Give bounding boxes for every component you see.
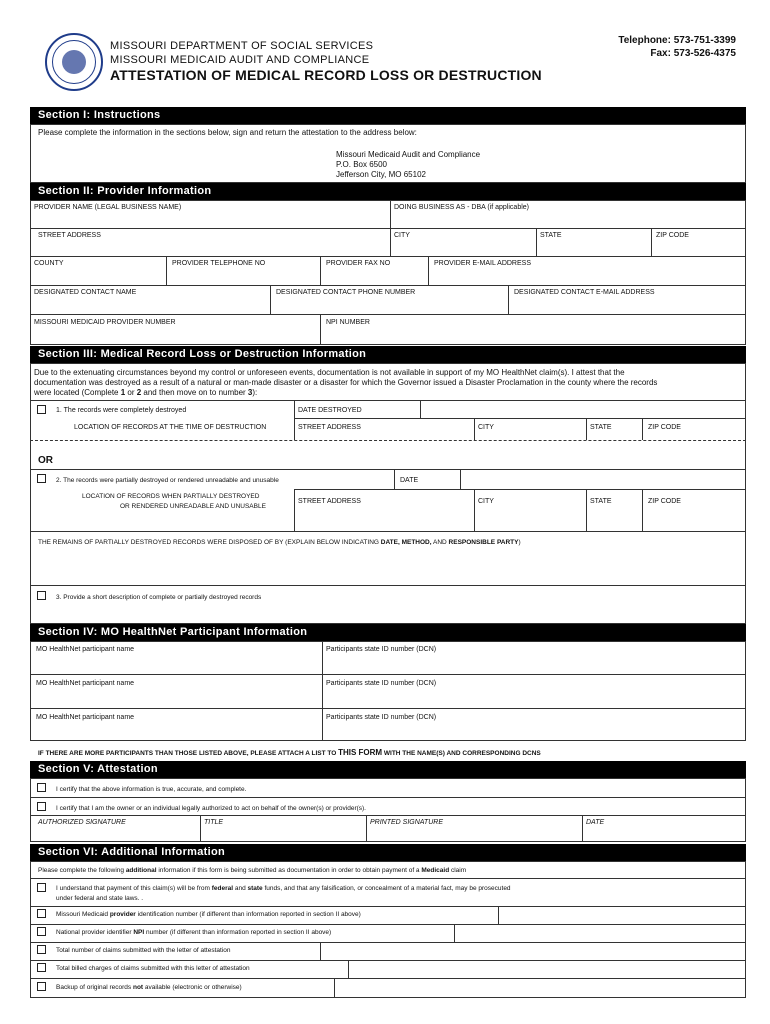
location1-label: LOCATION OF RECORDS AT THE TIME OF DESTRUCTION — [74, 424, 267, 431]
understand-label-line2: under federal and state laws. . — [56, 895, 144, 902]
dba-field[interactable]: DOING BUSINESS AS - DBA (if applicable) — [394, 204, 529, 211]
total-charges-label: Total billed charges of claims submitted with this letter of attestation — [56, 965, 250, 972]
city-field[interactable]: CITY — [394, 232, 410, 239]
address-line1: Missouri Medicaid Audit and Compliance — [336, 150, 481, 159]
total-charges-checkbox[interactable] — [37, 963, 46, 972]
npi-checkbox[interactable] — [37, 927, 46, 936]
section5-heading: Section V: Attestation — [30, 761, 746, 778]
section4-heading: Section IV: MO HealthNet Participant Information — [30, 624, 746, 641]
participant-name-field-3[interactable]: MO HealthNet participant name — [36, 714, 135, 721]
form-title: ATTESTATION OF MEDICAL RECORD LOSS OR DESTRUCTION — [110, 67, 542, 83]
county-field[interactable]: COUNTY — [34, 260, 64, 267]
address-line3: Jefferson City, MO 65102 — [336, 170, 426, 179]
date-destroyed-field[interactable]: DATE DESTROYED — [298, 407, 362, 414]
location2-city-field[interactable]: CITY — [478, 498, 494, 505]
section6-heading: Section VI: Additional Information — [30, 844, 746, 861]
location2-street-field[interactable]: STREET ADDRESS — [298, 498, 361, 505]
certify-accurate-checkbox[interactable] — [37, 783, 46, 792]
form-header — [30, 0, 746, 104]
zip-field[interactable]: ZIP CODE — [656, 232, 689, 239]
street-address-field[interactable]: STREET ADDRESS — [38, 232, 101, 239]
section2-heading: Section II: Provider Information — [30, 183, 746, 200]
npi-number-field[interactable]: NPI NUMBER — [326, 319, 370, 326]
participant-name-field-1[interactable]: MO HealthNet participant name — [36, 646, 135, 653]
participant-dcn-field-3[interactable]: Participants state ID number (DCN) — [326, 714, 437, 721]
option1-checkbox[interactable] — [37, 405, 46, 414]
total-claims-label: Total number of claims submitted with the letter of attestation — [56, 947, 231, 954]
location2-state-field[interactable]: STATE — [590, 498, 612, 505]
participant-note: IF THERE ARE MORE PARTICIPANTS THAN THOSE LISTED ABOVE, PLEASE ATTACH A LIST TO THIS FORM WITH THE NAME(S) AND CORRESPONDING DCNS — [38, 748, 541, 757]
org-line1: MISSOURI DEPARTMENT OF SOCIAL SERVICES — [110, 40, 374, 52]
participant-name-field-2[interactable]: MO HealthNet participant name — [36, 680, 135, 687]
contact-info — [618, 34, 736, 60]
remains-disposed-field[interactable]: THE REMAINS OF PARTIALLY DESTROYED RECORDS WERE DISPOSED OF BY (EXPLAIN BELOW INDICATING DATE, METHOD, AND RESPONSIBLE PARTY) — [38, 539, 521, 546]
intro-line1: Due to the extenuating circumstances beyond my control or unforeseen events, documentation is not available in support of my MO HealthNet claim(s). I attest that the — [34, 368, 625, 377]
provider-telephone-field[interactable]: PROVIDER TELEPHONE NO — [172, 260, 266, 267]
state-field[interactable]: STATE — [540, 232, 562, 239]
printed-signature-field[interactable]: PRINTED SIGNATURE — [370, 819, 443, 826]
location2-label-line2: OR RENDERED UNREADABLE AND UNUSABLE — [120, 503, 266, 510]
or-separator: OR — [38, 455, 53, 466]
title-field[interactable]: TITLE — [204, 819, 224, 826]
location1-zip-field[interactable]: ZIP CODE — [648, 424, 681, 431]
participant-box — [30, 641, 746, 741]
location1-state-field[interactable]: STATE — [590, 424, 612, 431]
section3-heading: Section III: Medical Record Loss or Destruction Information — [30, 346, 746, 363]
certify-authorized-label: I certify that I am the owner or an individual legally authorized to act on behalf of the owner(s) or provider(s). — [56, 805, 366, 812]
understand-checkbox[interactable] — [37, 883, 46, 892]
backup-records-label: Backup of original records not available (electronic or otherwise) — [56, 984, 242, 991]
instructions-text: Please complete the information in the sections below, sign and return the attestation to the address below: — [38, 128, 417, 137]
backup-records-checkbox[interactable] — [37, 982, 46, 991]
mo-provider-number-field[interactable]: MISSOURI MEDICAID PROVIDER NUMBER — [34, 319, 176, 326]
additional-intro: Please complete the following additional information if this form is being submitted as documentation in order to obtain payment of a Medicaid claim — [38, 867, 467, 874]
option2-checkbox[interactable] — [37, 474, 46, 483]
option2-label: 2. The records were partially destroyed or rendered unreadable and unusable — [56, 477, 279, 484]
location2-label-line1: LOCATION OF RECORDS WHEN PARTIALLY DESTROYED — [82, 493, 260, 500]
certify-accurate-label: I certify that the above information is true, accurate, and complete. — [56, 786, 247, 793]
provider-id-checkbox[interactable] — [37, 909, 46, 918]
participant-dcn-field-2[interactable]: Participants state ID number (DCN) — [326, 680, 437, 687]
option3-checkbox[interactable] — [37, 591, 46, 600]
form-page — [30, 0, 746, 991]
contact-name-field[interactable]: DESIGNATED CONTACT NAME — [34, 289, 137, 296]
provider-fax-field[interactable]: PROVIDER FAX NO — [326, 260, 391, 267]
date-partial-field[interactable]: DATE — [400, 477, 419, 484]
certify-authorized-checkbox[interactable] — [37, 802, 46, 811]
address-line2: P.O. Box 6500 — [336, 160, 387, 169]
location1-city-field[interactable]: CITY — [478, 424, 494, 431]
total-claims-checkbox[interactable] — [37, 945, 46, 954]
provider-id-label: Missouri Medicaid provider identification number (if different than information reported in section II above) — [56, 911, 361, 918]
location2-zip-field[interactable]: ZIP CODE — [648, 498, 681, 505]
intro-line2: documentation was destroyed as a result of a natural or man-made disaster or a disaster for which the Governor issued a Disaster Proclamation in the county where the records — [34, 378, 658, 387]
contact-email-field[interactable]: DESIGNATED CONTACT E-MAIL ADDRESS — [514, 289, 655, 296]
npi-label: National provider identifier NPI number (if different than information reported in section II above) — [56, 929, 332, 936]
fax: Fax: 573-526-4375 — [650, 48, 736, 59]
understand-label: I understand that payment of this claim(s) will be from federal and state funds, and that any falsification, or concealment of a material fact, may be prosecuted — [56, 885, 511, 892]
intro-line3: were located (Complete 1 or 2 and then move on to number 3): — [34, 388, 258, 397]
option3-label: 3. Provide a short description of complete or partially destroyed records — [56, 594, 262, 601]
option1-label: 1. The records were completely destroyed — [56, 407, 187, 414]
contact-phone-field[interactable]: DESIGNATED CONTACT PHONE NUMBER — [276, 289, 416, 296]
participant-dcn-field-1[interactable]: Participants state ID number (DCN) — [326, 646, 437, 653]
telephone: Telephone: 573-751-3399 — [618, 35, 736, 46]
location1-street-field[interactable]: STREET ADDRESS — [298, 424, 361, 431]
state-seal-icon — [45, 33, 103, 91]
provider-name-field[interactable]: PROVIDER NAME (LEGAL BUSINESS NAME) — [34, 204, 182, 211]
org-line2: MISSOURI MEDICAID AUDIT AND COMPLIANCE — [110, 54, 370, 66]
section1-heading: Section I: Instructions — [30, 107, 746, 124]
date-field[interactable]: DATE — [586, 819, 605, 826]
authorized-signature-field[interactable]: AUTHORIZED SIGNATURE — [38, 819, 126, 826]
provider-email-field[interactable]: PROVIDER E-MAIL ADDRESS — [434, 260, 531, 267]
